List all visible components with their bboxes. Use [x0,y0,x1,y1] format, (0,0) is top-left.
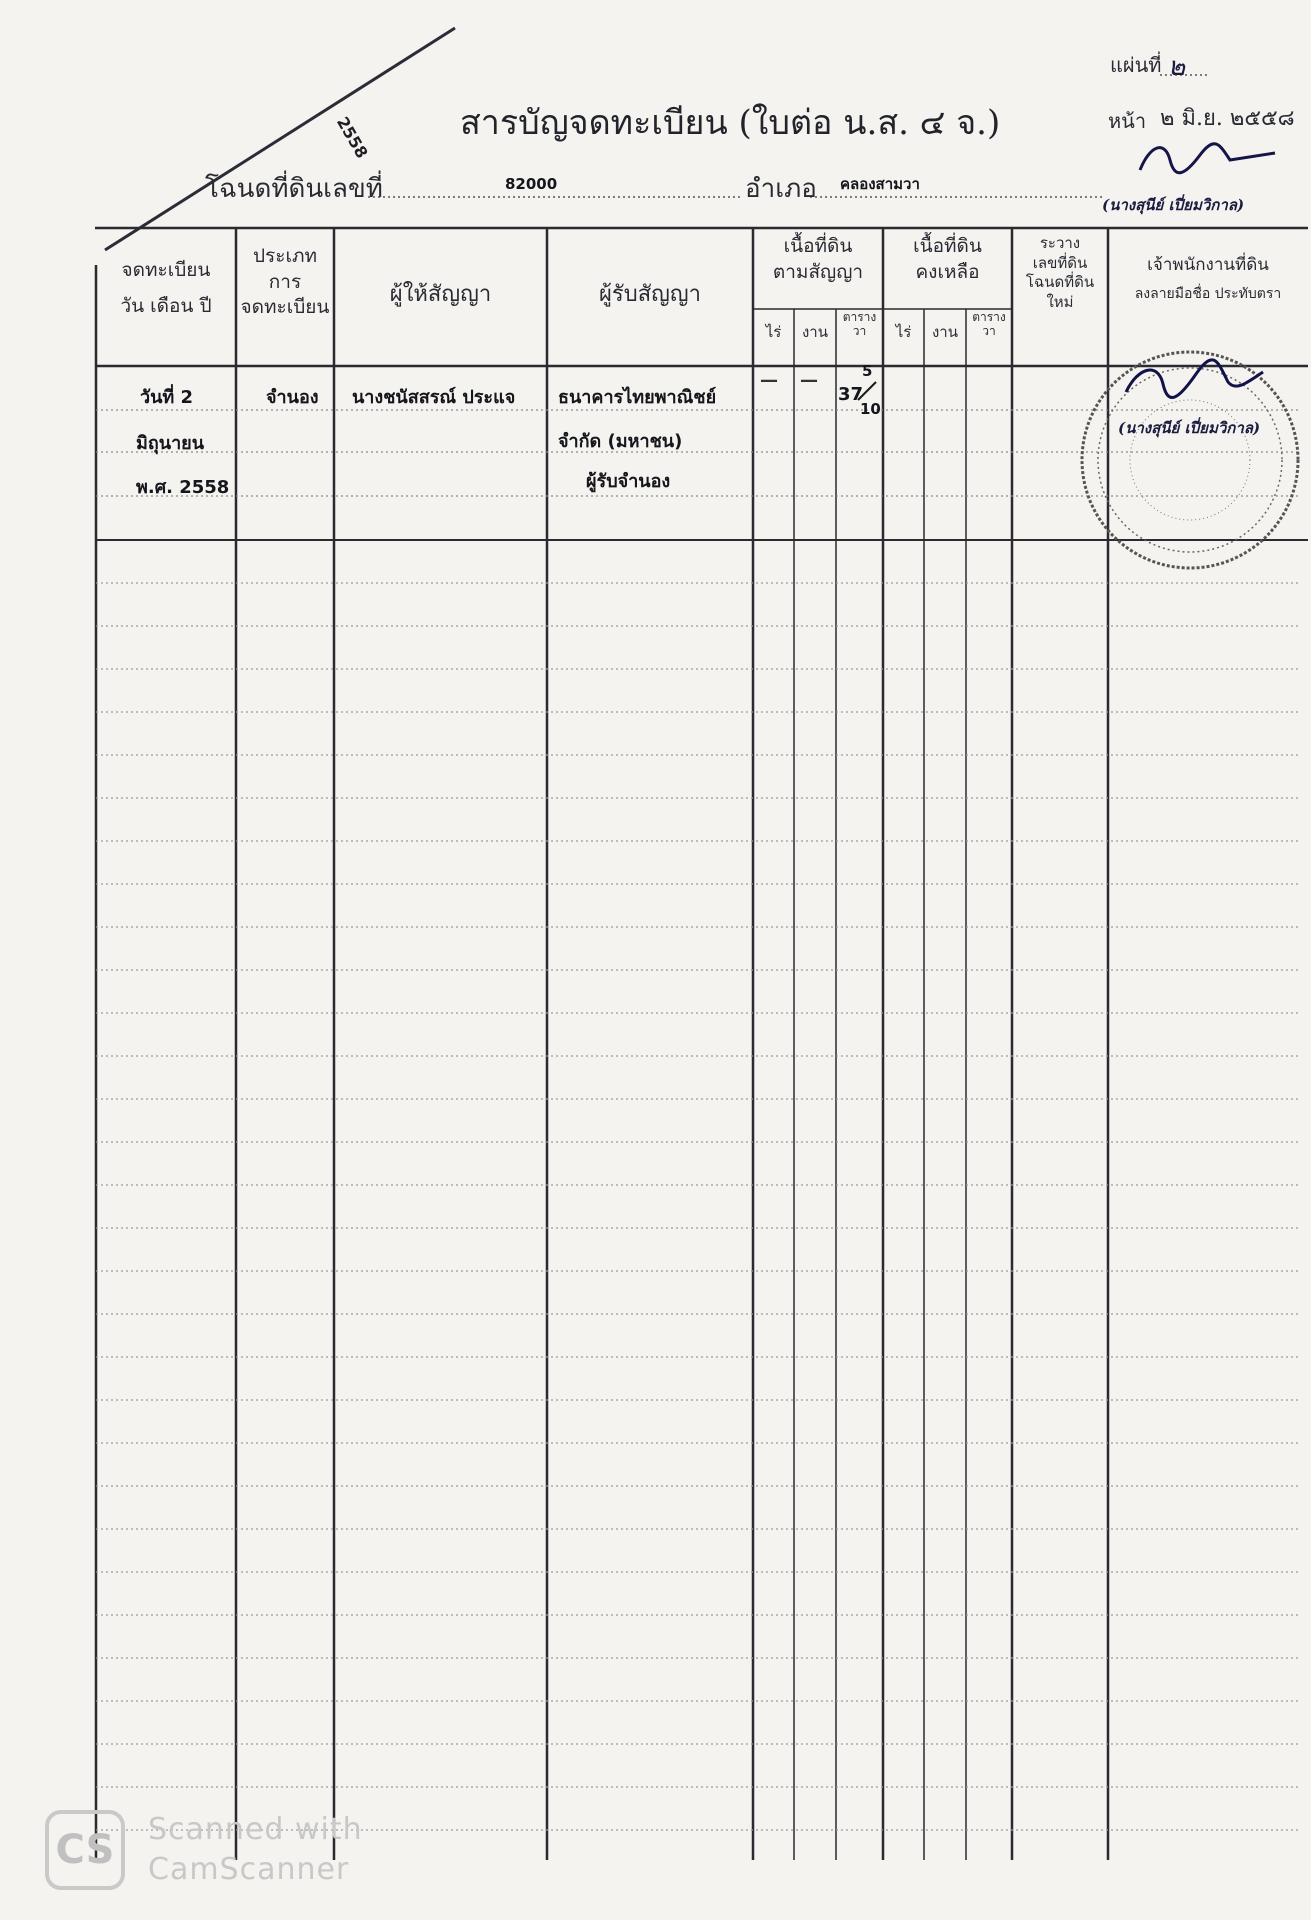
sub-header-ngan-contract: งาน [801,323,828,341]
page-title: สารบัญจดทะเบียน (ใบต่อ น.ส. ๔ จ.) [460,103,1001,143]
entry-officer-name: (นางสุนีย์ เปี่ยมวิกาล) [1118,419,1261,437]
entry-grantee-line2: จำกัด (มหาชน) [558,431,683,452]
district-label: อำเภอ [745,174,817,204]
watermark-line2: CamScanner [148,1852,350,1887]
entry-date-day: วันที่ 2 [140,387,194,408]
entry-date-month: มิถุนายน [136,433,205,454]
entry-ngan: — [800,370,818,391]
sub-header-sqwa-remaining: ตาราง วา [972,310,1006,339]
col-header-contract-area: เนื้อที่ดิน ตามสัญญา [772,235,864,283]
entry-rai: — [760,370,778,391]
col-header-land-officer: เจ้าพนักงานที่ดิน ลงลายมือชื่อ ประทับตรา [1134,255,1282,302]
entry-sqwa-denominator: 10 [860,400,881,418]
signature-scribble-top [1130,135,1280,185]
fraction-slash [856,380,878,402]
sheet-label: แผ่นที่ [1110,53,1162,77]
col-header-remaining-area: เนื้อที่ดิน คงเหลือ [913,235,982,283]
sheet-number: ๒ [1168,52,1186,82]
land-number-value: 82000 [505,175,558,193]
sub-header-rai-remaining: ไร่ [895,323,912,341]
entry-sqwa-whole: 37 [838,384,864,405]
top-signer-name: (นางสุนีย์ เปี่ยมวิกาล) [1102,196,1245,214]
col-header-registration-date: จดทะเบียน วัน เดือน ปี [120,259,212,317]
district-value: คลองสามวา [840,175,920,193]
page-date: ๒ มิ.ย. ๒๕๕๘ [1160,106,1295,131]
page-label: หน้า [1108,109,1147,133]
watermark-line1: Scanned with [148,1812,363,1847]
entry-grantor: นางชนัสสรณ์ ประแจ [352,387,516,408]
officer-signature [1118,352,1268,412]
entry-registration-type: จำนอง [266,387,319,408]
col-header-new-parcel: ระวาง เลขที่ดิน โฉนดที่ดิน ใหม่ [1025,234,1095,311]
sub-header-ngan-remaining: งาน [931,323,958,341]
land-number-label: โฉนดที่ดินเลขที่ [205,174,383,204]
corner-stamp-year: 2558 [332,113,372,162]
col-header-grantor: ผู้ให้สัญญา [389,282,492,307]
col-header-registration-type: ประเภท การ จดทะเบียน [240,245,330,319]
col-header-grantee: ผู้รับสัญญา [599,282,701,307]
sub-header-sqwa-contract: ตาราง วา [842,310,877,339]
entry-sqwa-numerator: 5 [862,362,873,380]
entry-date-year: พ.ศ. 2558 [136,477,230,498]
camscanner-logo: CS [45,1810,125,1890]
sub-header-rai-contract: ไร่ [765,323,782,341]
entry-grantee-line3: ผู้รับจำนอง [586,471,671,492]
entry-grantee-line1: ธนาคารไทยพาณิชย์ [558,387,717,408]
